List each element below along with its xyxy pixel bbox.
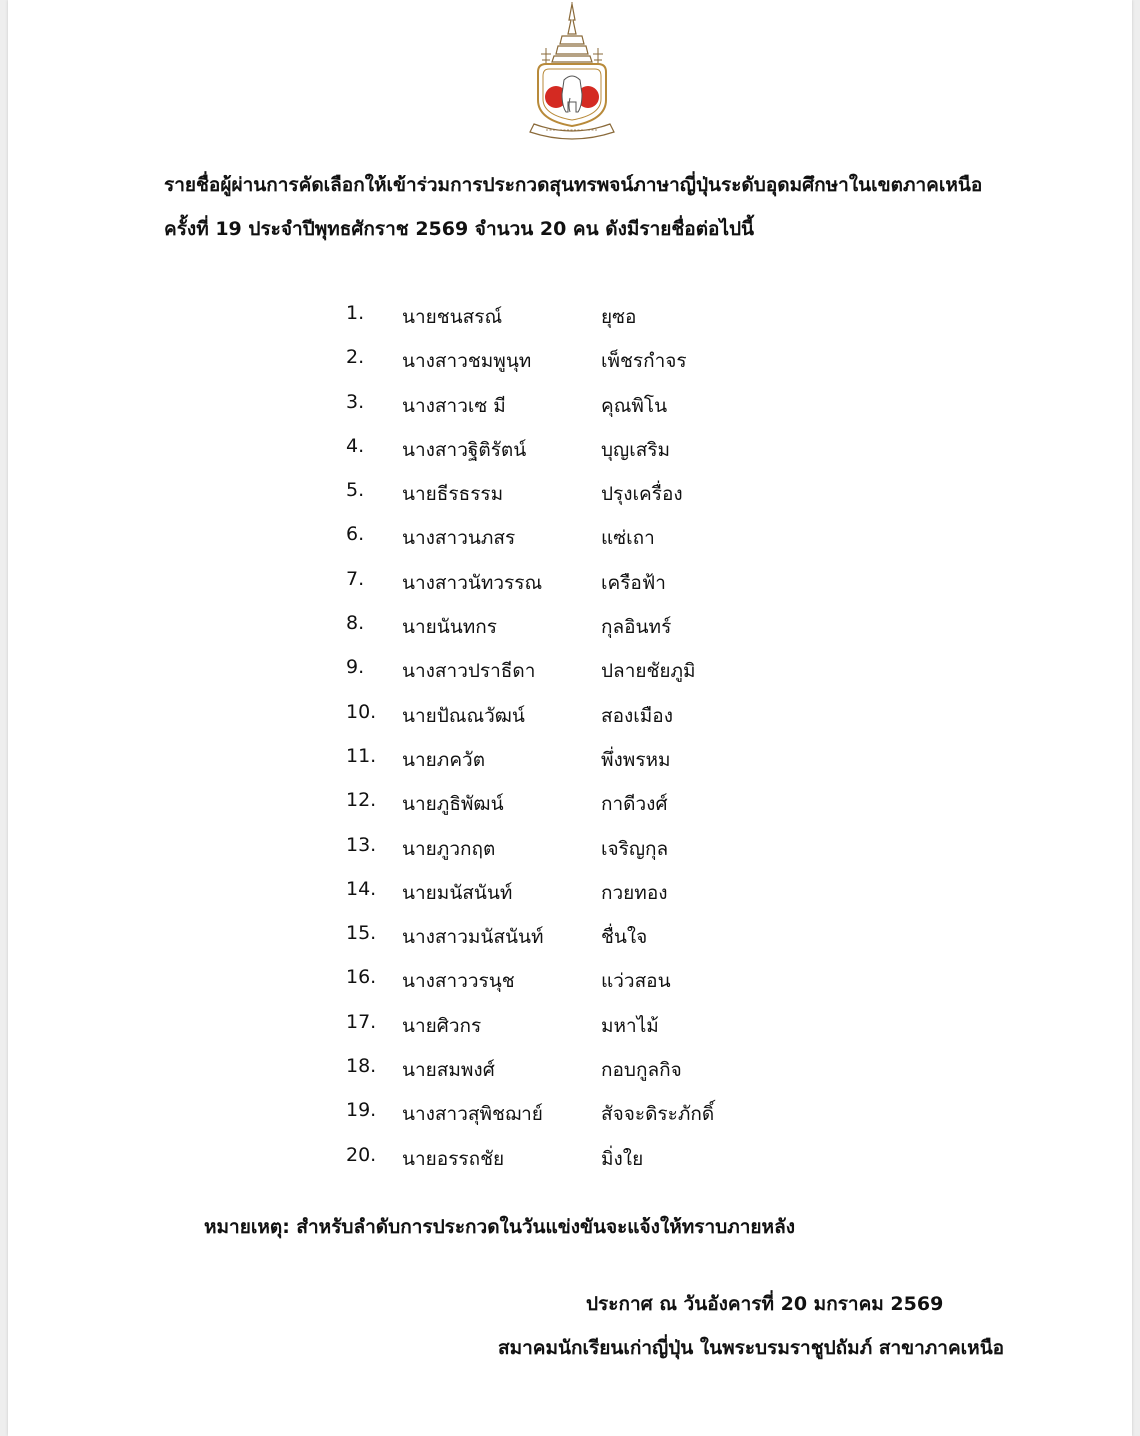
item-first-name: นายภควัต (402, 748, 486, 771)
item-number: 15. (346, 922, 377, 945)
item-first-name: นางสาวปราธีดา (402, 660, 536, 683)
item-first-name: นางสาวสุพิชฌาย์ (402, 1103, 543, 1126)
item-first-name: นายธีรธรรม (402, 483, 504, 506)
item-first-name: นายอรรถชัย (402, 1147, 505, 1170)
item-number: 1. (346, 302, 365, 324)
item-first-name: นางสาวฐิติรัตน์ (402, 438, 527, 461)
item-number: 3. (346, 390, 365, 413)
item-last-name: คุณพิโน (601, 394, 668, 417)
item-number: 20. (346, 1143, 377, 1166)
list-item (8, 1099, 1132, 1143)
item-last-name: กวยทอง (601, 881, 668, 904)
item-last-name: ชื่นใจ (601, 926, 648, 949)
item-last-name: ยุซอ (601, 306, 637, 328)
item-last-name: กาดีวงศ์ (601, 793, 668, 816)
item-first-name: นายปัณณวัฒน์ (402, 704, 525, 727)
document-page (8, 0, 1132, 1436)
list-item (8, 523, 1132, 567)
list-item (8, 391, 1132, 435)
item-last-name: มหาไม้ (601, 1014, 659, 1037)
list-item (8, 922, 1132, 966)
item-last-name: สัจจะดิระภักดิ์ (601, 1103, 715, 1126)
item-number: 12. (346, 789, 377, 812)
royal-emblem-logo (524, 2, 620, 148)
item-number: 6. (346, 523, 365, 546)
list-item (8, 789, 1132, 833)
list-item (8, 1011, 1132, 1055)
item-number: 8. (346, 612, 365, 635)
item-last-name: เครือฟ้า (601, 571, 666, 594)
item-last-name: มิ่งใย (601, 1147, 644, 1170)
item-last-name: เพ็ชรกำจร (601, 350, 687, 373)
item-number: 14. (346, 877, 377, 900)
list-item (8, 479, 1132, 523)
item-first-name: นางสาวชมพูนุท (402, 350, 532, 373)
note-text: หมายเหตุ: สำหรับลำดับการประกวดในวันแข่งขันจะแจ้งให้ทราบภายหลัง (204, 1216, 795, 1238)
announce-date: ประกาศ ณ วันอังคารที่ 20 มกราคม 2569 (586, 1293, 944, 1315)
list-item (8, 302, 1132, 346)
item-last-name: ปลายชัยภูมิ (601, 660, 696, 683)
list-item (8, 745, 1132, 789)
item-first-name: นางสาวมนัสนันท์ (402, 926, 544, 949)
item-last-name: ปรุงเครื่อง (601, 483, 683, 506)
item-first-name: นางสาวนัทวรรณ (402, 571, 543, 594)
item-number: 13. (346, 833, 377, 856)
item-first-name: นายมนัสนันท์ (402, 881, 513, 904)
item-first-name: นายสมพงศ์ (402, 1059, 495, 1082)
item-last-name: แว่วสอน (601, 970, 671, 993)
list-item (8, 1055, 1132, 1099)
item-first-name: นางสาวนภสร (402, 527, 516, 550)
item-number: 7. (346, 567, 365, 590)
list-item (8, 878, 1132, 922)
list-item (8, 656, 1132, 700)
item-last-name: กุลอินทร์ (601, 616, 672, 639)
list-item (8, 568, 1132, 612)
item-number: 19. (346, 1099, 377, 1122)
item-number: 10. (346, 700, 377, 723)
item-last-name: แซ่เถา (601, 527, 655, 550)
item-first-name: นายศิวกร (402, 1014, 482, 1037)
list-item (8, 834, 1132, 878)
item-last-name: เจริญกุล (601, 837, 669, 860)
item-number: 18. (346, 1055, 377, 1078)
item-number: 2. (346, 346, 365, 369)
item-number: 16. (346, 966, 377, 989)
list-item (8, 1144, 1132, 1188)
item-number: 5. (346, 479, 365, 502)
list-item (8, 346, 1132, 390)
heading-line-1: รายชื่อผู้ผ่านการคัดเลือกให้เข้าร่วมการประกวดสุนทรพจน์ภาษาญี่ปุ่นระดับอุดมศึกษาในเขตภาคเหนือ (164, 174, 983, 196)
item-last-name: พึ่งพรหม (601, 748, 671, 771)
item-first-name: นายภูธิพัฒน์ (402, 793, 504, 816)
item-first-name: นายชนสรณ์ (402, 306, 503, 328)
item-number: 17. (346, 1010, 377, 1033)
candidate-list (8, 302, 1132, 1188)
item-number: 11. (346, 744, 377, 767)
item-first-name: นางสาววรนุช (402, 970, 515, 993)
item-last-name: บุญเสริม (601, 438, 671, 461)
list-item (8, 435, 1132, 479)
item-number: 4. (346, 434, 365, 457)
item-number: 9. (346, 656, 365, 679)
list-item (8, 701, 1132, 745)
list-item (8, 612, 1132, 656)
item-last-name: กอบกูลกิจ (601, 1059, 682, 1082)
list-item (8, 966, 1132, 1010)
heading-line-2: ครั้งที่ 19 ประจำปีพุทธศักราช 2569 จำนวน 20 คน ดังมีรายชื่อต่อไปนี้ (164, 218, 755, 240)
organization-name: สมาคมนักเรียนเก่าญี่ปุ่น ในพระบรมราชูปถัมภ์ สาขาภาคเหนือ (498, 1337, 1005, 1359)
item-first-name: นายนันทกร (402, 616, 497, 639)
item-last-name: สองเมือง (601, 704, 673, 727)
item-first-name: นางสาวเซ มี (402, 394, 506, 417)
item-first-name: นายภูวกฤต (402, 837, 496, 860)
